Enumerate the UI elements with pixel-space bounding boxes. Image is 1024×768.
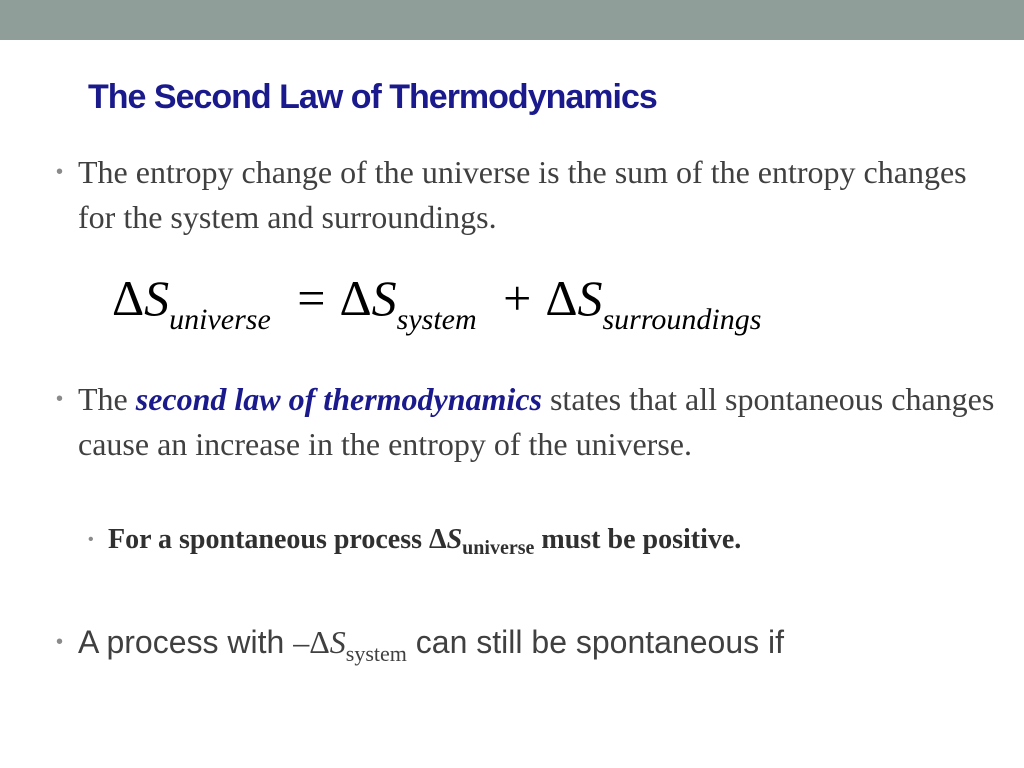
second-law-term: second law of thermodynamics (135, 381, 542, 417)
subscript-system: system (396, 303, 477, 336)
sub-bullet-spontaneous (88, 522, 988, 566)
entropy-symbol: S (329, 624, 346, 660)
subscript-universe: universe (169, 303, 271, 336)
bullet-suffix: states that all spontaneous changes cause an increase in the entropy of the universe. (78, 381, 995, 462)
delta-symbol: Δ (545, 270, 578, 326)
entropy-symbol: S (371, 270, 397, 326)
subscript-system: system (345, 641, 407, 666)
delta-symbol: Δ (339, 270, 372, 326)
delta-symbol: Δ (112, 270, 145, 326)
entropy-symbol: S (577, 270, 603, 326)
subscript-universe: universe (462, 537, 535, 559)
sub-bullet-prefix: For a spontaneous process (108, 524, 423, 555)
bullet-marker: • (56, 631, 64, 653)
bullet-second-law (56, 377, 1008, 467)
header-bar (0, 0, 1024, 40)
bullet-entropy-sum (56, 150, 1008, 240)
bullet-suffix: can still be spontaneous if (415, 624, 785, 660)
bullet-marker: • (56, 161, 64, 183)
subscript-surroundings: surroundings (602, 303, 762, 336)
entropy-symbol: S (446, 524, 463, 555)
equals-sign: = (297, 270, 326, 326)
bullet-negative-entropy (56, 620, 1008, 676)
bullet-marker: • (56, 388, 64, 410)
bullet-prefix: A process with (78, 624, 285, 660)
delta-symbol: Δ (429, 524, 447, 555)
sub-bullet-suffix: must be positive. (541, 524, 742, 555)
entropy-symbol: S (144, 270, 170, 326)
bullet-prefix: The (78, 381, 128, 417)
sub-bullet-marker: • (88, 531, 94, 548)
bullet-text: The entropy change of the universe is the sum of the entropy changes for the system and surroundings. (78, 154, 967, 235)
slide-title: The Second Law of Thermodynamics (88, 78, 657, 116)
entropy-equation (112, 268, 761, 350)
minus-delta-symbol: –Δ (293, 624, 330, 660)
plus-sign: + (503, 270, 532, 326)
